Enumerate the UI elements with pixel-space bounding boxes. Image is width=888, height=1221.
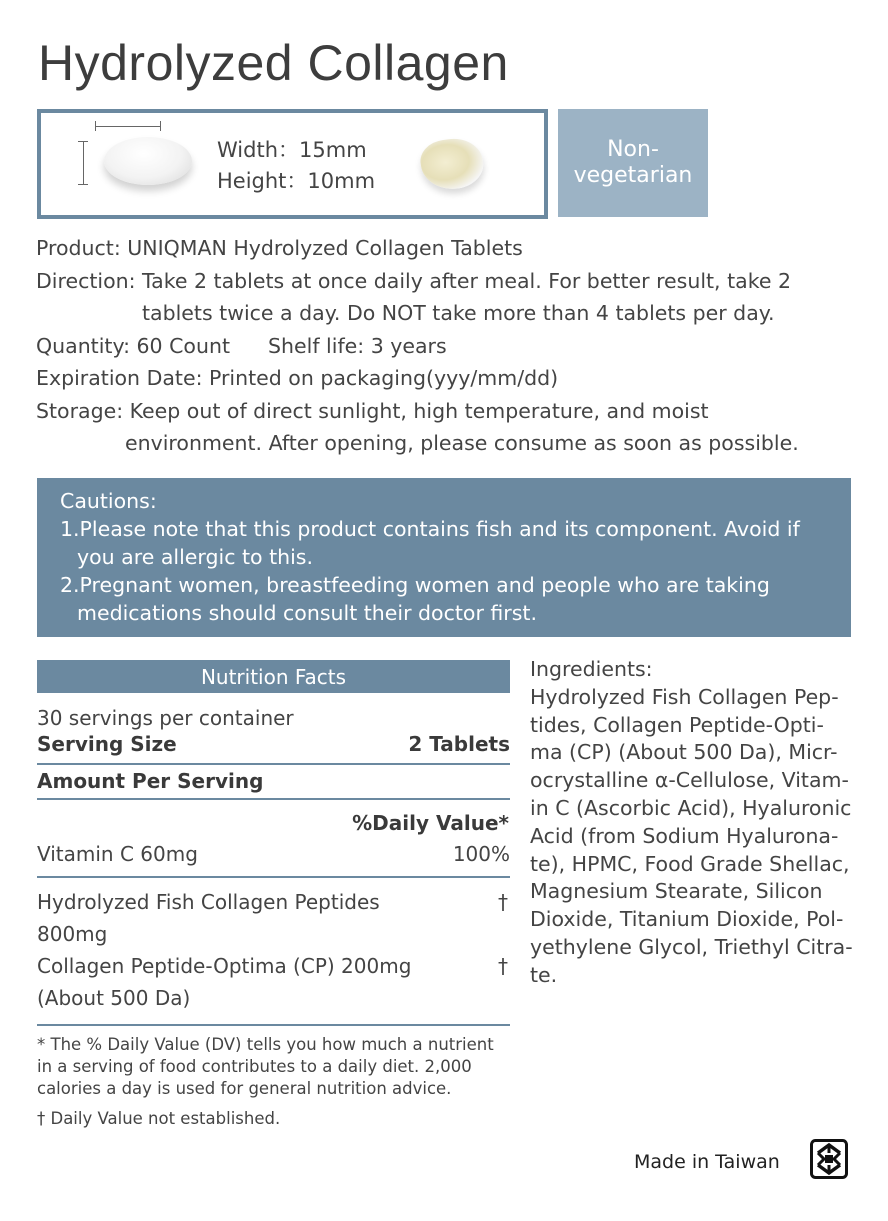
page-title: Hydrolyzed Collagen bbox=[38, 35, 509, 91]
dagger-note: † Daily Value not established. bbox=[37, 1109, 281, 1128]
ingredients-line: Acid (from Sodium Hyalurona- bbox=[530, 823, 839, 848]
tablet-image bbox=[104, 137, 192, 185]
storage-line-2: environment. After opening, please consume as soon as possible. bbox=[125, 431, 799, 455]
daily-value-header: %Daily Value* bbox=[352, 811, 509, 835]
ingredients-line: Dioxide, Titanium Dioxide, Pol- bbox=[530, 907, 844, 932]
width-label: Width：15mm bbox=[217, 138, 367, 162]
caution-1-line-2: you are allergic to this. bbox=[77, 545, 314, 569]
cautions-heading: Cautions: bbox=[60, 489, 157, 513]
nutrient-name-line-2: 800mg bbox=[37, 922, 108, 946]
serving-size-value: 2 Tablets bbox=[408, 732, 510, 756]
nutrient-value: † bbox=[498, 954, 508, 978]
non-vegetarian-badge bbox=[558, 109, 708, 217]
daily-value-footnote bbox=[37, 1026, 510, 1100]
height-measure-icon bbox=[83, 141, 84, 185]
footnote-line: * The % Daily Value (DV) tells you how much a nutrient bbox=[37, 1035, 494, 1054]
dimension-text bbox=[217, 135, 375, 197]
broken-tablet-image bbox=[418, 135, 486, 193]
shelf-life: Shelf life: 3 years bbox=[268, 333, 447, 358]
nutrient-value: 100% bbox=[452, 842, 510, 866]
nutrient-row-vitamin-c bbox=[37, 840, 510, 876]
serving-size-label: Serving Size bbox=[37, 732, 177, 756]
product-line: Product: UNIQMAN Hydrolyzed Collagen Tablets bbox=[36, 236, 523, 260]
caution-1-line-1: 1.Please note that this product contains fish and its component. Avoid if bbox=[60, 517, 800, 541]
ingredients bbox=[530, 656, 860, 990]
width-measure-icon bbox=[95, 126, 161, 127]
nutrient-value: † bbox=[498, 890, 508, 914]
ingredients-line: ocrystalline α-Cellulose, Vitam- bbox=[530, 768, 849, 793]
ingredients-line: in C (Ascorbic Acid), Hyaluronic bbox=[530, 795, 852, 820]
nutrition-facts bbox=[37, 660, 510, 1130]
nutrient-name-line-1: Collagen Peptide-Optima (CP) 200mg bbox=[37, 954, 412, 978]
badge-line-2: vegetarian bbox=[573, 163, 693, 188]
amount-per-serving-row bbox=[37, 765, 510, 798]
badge-line-1: Non- bbox=[607, 137, 659, 162]
ingredients-line: tides, Collagen Peptide-Opti- bbox=[530, 712, 824, 737]
caution-2-line-1: 2.Pregnant women, breastfeeding women and people who are taking bbox=[60, 573, 770, 597]
nutrient-name-line-1: Hydrolyzed Fish Collagen Peptides bbox=[37, 890, 380, 914]
footnote-line: in a serving of food contributes to a daily diet. 2,000 bbox=[37, 1057, 472, 1076]
footnote-line: calories a day is used for general nutrition advice. bbox=[37, 1079, 452, 1098]
nutrition-facts-header: Nutrition Facts bbox=[37, 660, 510, 693]
product-info bbox=[36, 232, 866, 460]
direction-line-2: tablets twice a day. Do NOT take more than 4 tablets per day. bbox=[142, 301, 775, 325]
ingredients-line: yethylene Glycol, Triethyl Citra- bbox=[530, 934, 853, 959]
nutrient-row-fish-collagen bbox=[37, 878, 510, 950]
height-label: Height：10mm bbox=[217, 169, 376, 193]
direction-line-1: Direction: Take 2 tablets at once daily after meal. For better result, take 2 bbox=[36, 268, 792, 293]
storage-line-1: Storage: Keep out of direct sunlight, high temperature, and moist bbox=[36, 398, 709, 423]
ingredients-heading: Ingredients: bbox=[530, 657, 653, 681]
serving-size-row bbox=[37, 725, 510, 763]
caution-2-line-2: medications should consult their doctor first. bbox=[77, 601, 537, 625]
recycle-mark-icon bbox=[810, 1139, 848, 1179]
expiration-line: Expiration Date: Printed on packaging(yyy/mm/dd) bbox=[36, 366, 559, 390]
quantity-shelf-line bbox=[36, 330, 866, 363]
tablet-dimensions-panel bbox=[37, 109, 548, 219]
servings-text: 30 servings per container bbox=[37, 706, 294, 730]
ingredients-line: Magnesium Stearate, Silicon bbox=[530, 879, 823, 904]
ingredients-line: ma (CP) (About 500 Da), Micr- bbox=[530, 740, 838, 765]
made-in-taiwan: Made in Taiwan bbox=[634, 1151, 780, 1173]
ingredients-line: Hydrolyzed Fish Collagen Pep- bbox=[530, 684, 839, 709]
nutrient-name: Vitamin C 60mg bbox=[37, 842, 198, 866]
daily-value-header-row bbox=[37, 800, 510, 840]
ingredients-line: te. bbox=[530, 962, 558, 987]
ingredients-line: te), HPMC, Food Grade Shellac, bbox=[530, 851, 850, 876]
cautions-panel bbox=[37, 478, 851, 637]
amount-per-serving: Amount Per Serving bbox=[37, 769, 264, 793]
quantity: Quantity: 60 Count bbox=[36, 333, 230, 358]
nutrient-row-collagen-optima bbox=[37, 950, 510, 1024]
nutrient-name-line-2: (About 500 Da) bbox=[37, 986, 191, 1010]
servings-per-container bbox=[37, 693, 510, 730]
